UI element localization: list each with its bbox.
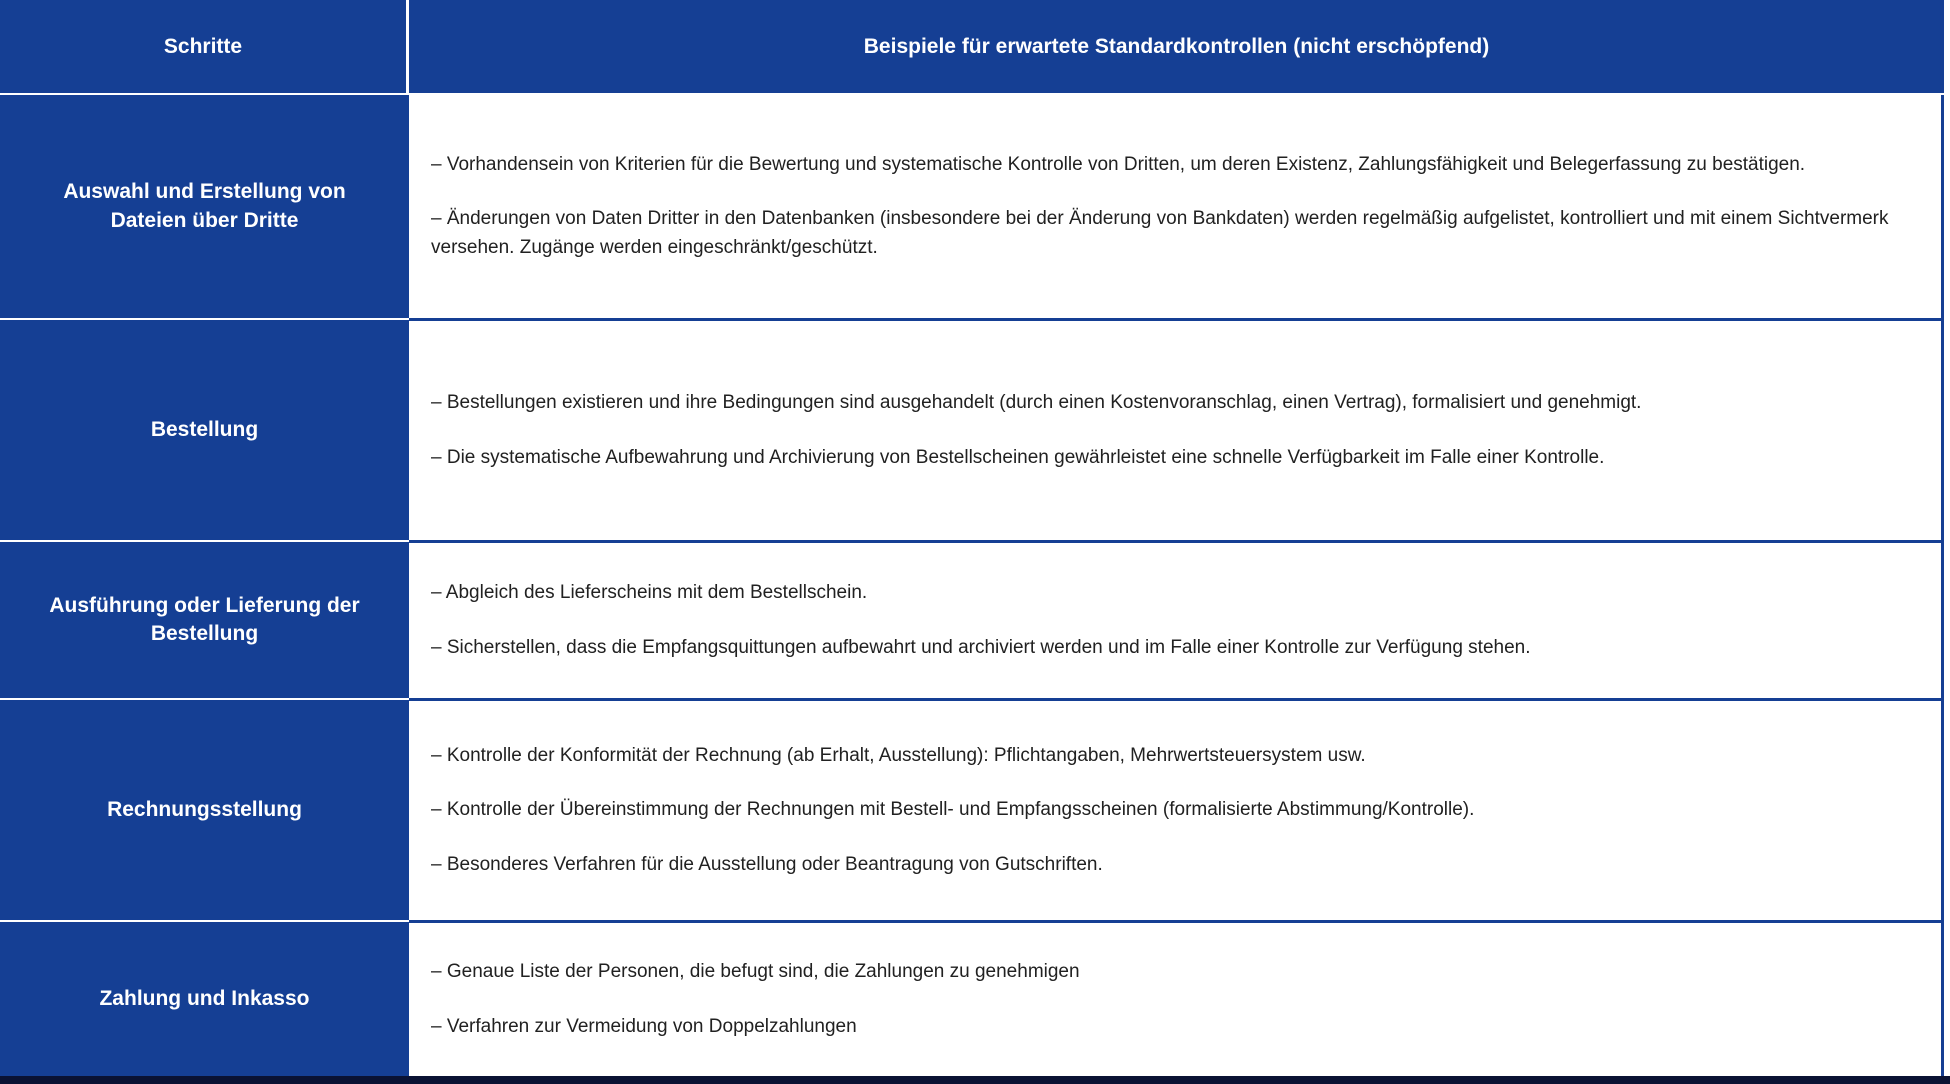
table-header-row	[0, 0, 1944, 95]
controls-cell	[409, 698, 1944, 920]
table-row	[0, 920, 1944, 1076]
step-label: Ausführung oder Lieferung der Bestellung	[49, 593, 360, 645]
table-row	[0, 540, 1944, 698]
step-cell	[0, 540, 409, 698]
table-row	[0, 95, 1944, 318]
control-item: – Die systematische Aufbewahrung und Archivierung von Bestellscheinen gewährleistet eine schnelle Verfügbarkeit im Falle einer Kontrolle.	[431, 446, 1605, 468]
table-row	[0, 698, 1944, 920]
control-item: – Änderungen von Daten Dritter in den Datenbanken (insbesondere bei der Änderung von Bankdaten) werden regelmäßig aufgelistet, kontrolliert und mit einem Sichtvermerk versehen. Zugänge werden eingeschränkt/geschützt.	[431, 208, 1889, 258]
column-header-controls: Beispiele für erwartete Standardkontrollen (nicht erschöpfend)	[863, 34, 1490, 58]
control-item: – Verfahren zur Vermeidung von Doppelzahlungen	[431, 1015, 857, 1037]
control-item: – Kontrolle der Übereinstimmung der Rechnungen mit Bestell- und Empfangsscheinen (formalisierte Abstimmung/Kontrolle).	[431, 799, 1475, 821]
control-item: – Abgleich des Lieferscheins mit dem Bestellschein.	[431, 582, 868, 603]
control-item: – Bestellungen existieren und ihre Bedingungen sind ausgehandelt (durch einen Kostenvoranschlag, einen Vertrag), formalisiert und genehmigt.	[431, 392, 1642, 413]
step-label: Auswahl und Erstellung von Dateien über Dritte	[63, 180, 346, 232]
step-cell	[0, 920, 409, 1076]
control-item: – Sicherstellen, dass die Empfangsquittungen aufbewahrt und archiviert werden und im Falle einer Kontrolle zur Verfügung stehen.	[431, 636, 1531, 658]
step-label: Bestellung	[150, 417, 259, 441]
controls-cell	[409, 920, 1944, 1076]
control-item: – Kontrolle der Konformität der Rechnung (ab Erhalt, Ausstellung): Pflichtangaben, Mehrwertsteuersystem usw.	[431, 744, 1366, 766]
step-label: Zahlung und Inkasso	[99, 986, 310, 1010]
table-row	[0, 318, 1944, 540]
table-bottom-border	[0, 1076, 1950, 1084]
control-item: – Genaue Liste der Personen, die befugt sind, die Zahlungen zu genehmigen	[431, 961, 1080, 982]
column-header-steps: Schritte	[0, 0, 409, 93]
step-cell	[0, 95, 409, 318]
table-body	[0, 95, 1944, 1076]
step-label: Rechnungsstellung	[107, 797, 302, 821]
control-item: – Vorhandensein von Kriterien für die Bewertung und systematische Kontrolle von Dritten, um deren Existenz, Zahlungsfähigkeit und Belegerfassung zu bestätigen.	[431, 153, 1806, 175]
controls-cell	[409, 95, 1944, 318]
step-cell	[0, 698, 409, 920]
step-cell	[0, 318, 409, 540]
controls-cell	[409, 318, 1944, 540]
controls-cell	[409, 540, 1944, 698]
control-item: – Besonderes Verfahren für die Ausstellung oder Beantragung von Gutschriften.	[431, 853, 1103, 875]
